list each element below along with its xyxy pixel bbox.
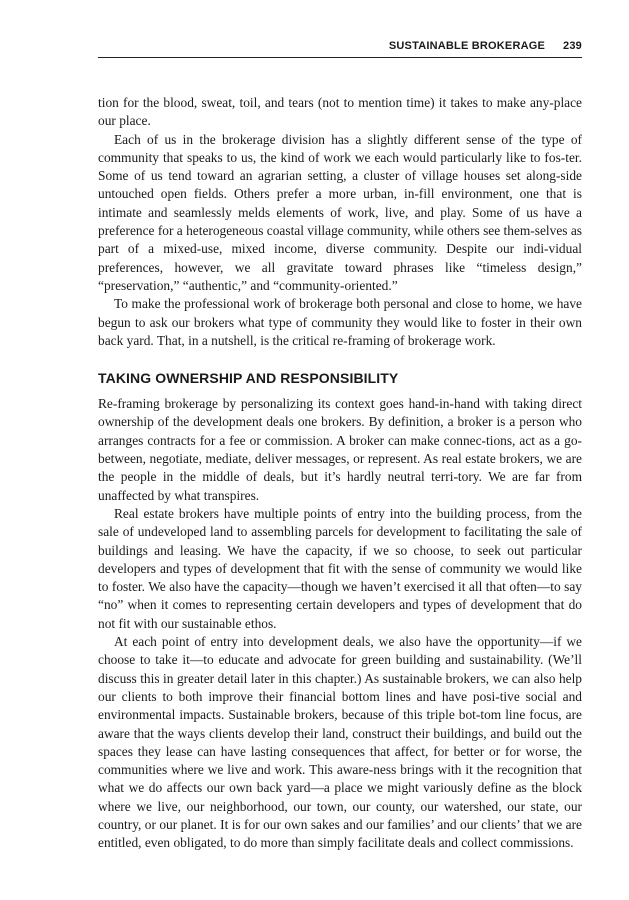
- intro-paragraph-continued: tion for the blood, sweat, toil, and tears (not to mention time) it takes to make any-place our place.: [98, 95, 582, 129]
- section-paragraph: Real estate brokers have multiple points of entry into the building process, from the sale of undeveloped land to assembling parcels for development to facilitating the sale of buildings and leasing. We have the capacity, if we so choose, to seek out particular developers and types of development that fit with the sense of community we would like to foster. We also have the capacity—though we haven’t exercised it all that often—to say “no” when it comes to representing certain developers and types of development that do not fit with our sustainable ethos.: [98, 505, 582, 631]
- running-head: [98, 40, 582, 58]
- page-number: 239: [563, 40, 582, 52]
- section-paragraph: Re-framing brokerage by personalizing its context goes hand-in-hand with taking direct ownership of the development deals one brokers. By definition, a broker is a person who arranges contracts for a fee or commission. A broker can make connec-tions, act as a go-between, negotiate, mediate, deliver messages, or represent. As real estate brokers, we are the people in the middle of deals, but it’s hardly neutral terri-tory. We are far from unaffected by what transpires.: [98, 396, 582, 503]
- section-paragraph: At each point of entry into development deals, we also have the opportunity—if we choose to take it—to educate and advocate for green building and sustainability. (We’ll discuss this in greater detail later in this chapter.) As sustainable brokers, we can also help our clients to both improve their financial bottom lines and have posi-tive social and environmental impacts. Sustainable brokers, because of this triple bot-tom line focus, are aware that the ways clients develop their land, construct their buildings, and build out the spaces they lease can have lasting consequences that affect, for better or for worse, the communities where we live and work. This aware-ness brings with it the recognition that what we do affects our own back yard—a place we might variously define as the block where we live, our neighborhood, our town, our county, our watershed, our state, our country, or our planet. It is for our own sakes and our families’ and our clients’ that we are entitled, even obligated, to do more than simply facilitate deals and collect commissions.: [98, 634, 582, 851]
- intro-paragraph: To make the professional work of brokerage both personal and close to home, we have begun to ask our brokers what type of community they would like to foster in their own back yard. That, in a nutshell, is the critical re-framing of brokerage work.: [98, 296, 582, 348]
- running-title: SUSTAINABLE BROKERAGE: [388, 40, 546, 52]
- section-heading: TAKING OWNERSHIP AND RESPONSIBILITY: [98, 370, 399, 387]
- page-body: [98, 94, 582, 853]
- intro-paragraph: Each of us in the brokerage division has a slightly different sense of the type of community that speaks to us, the kind of work we each would particularly like to fos-ter. Some of us tend toward an agrarian setting, a cluster of village houses set along-side untouched open fields. Others prefer a more urban, in-fill environment, one that is intimate and seamlessly melds elements of work, live, and play. Some of us have a preference for a heterogeneous coastal village community, while others see them-selves as part of a mixed-use, mixed income, diverse community. Despite our indi-vidual preferences, however, we all gravitate toward phrases like “timeless design,” “preservation,” “authentic,” and “community-oriented.”: [98, 131, 582, 293]
